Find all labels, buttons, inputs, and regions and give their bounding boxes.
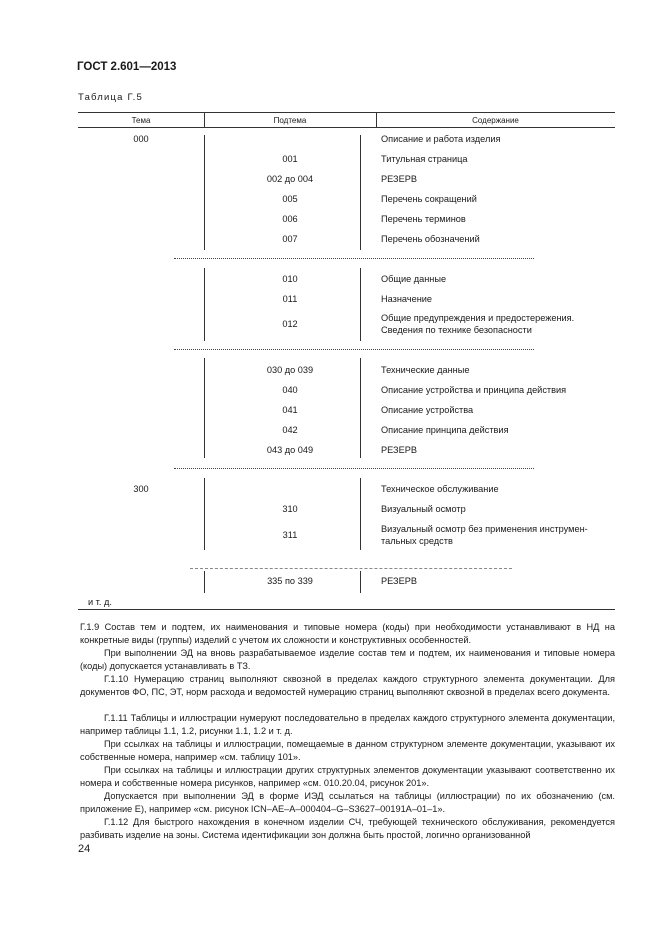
table-row-subtheme: 310 [282,504,298,514]
row-separator-dashes [190,568,512,569]
table-footer-note: и т. д. [88,597,112,607]
table-row-subtheme: 001 [282,154,298,164]
paragraph: Допускается при выполнении ЭД в форме ИЭД ссылаться на таблицы (иллюстрации) по их обозначению (см. приложение Е), например «см. рисунок ICN–AE–A–000404–G–S3627–00191A–01–1». [80,791,615,814]
table-caption: Таблица Г.5 [78,92,143,103]
table-row-content: РЕЗЕРВ [381,445,417,455]
table-row-content-line: тальных средств [381,536,453,546]
table-row-subtheme: 042 [282,425,298,435]
row-separator-dots [174,258,534,259]
paragraph: Г.1.9 Состав тем и подтем, их наименования и типовые номера (коды) при необходимости устанавливают в НД на конкретные виды (группы) изделий с учетом их сложности и конструктивных особенностей. [80,622,615,645]
table-row-content-line: Визуальный осмотр без применения инструмен- [381,524,588,534]
paragraph: Г.1.10 Нумерацию страниц выполняют сквозной в пределах каждого структурного элемента документации. Для документов ФО, ПС, ЭТ, норм расхода и ведомостей нумерацию страниц выполняют сквозной в пределах всего документа. [80,674,615,697]
paragraph: Г.1.11 Таблицы и иллюстрации нумеруют последовательно в пределах каждого структурного элемента документации, например таблицы 1.1, 1.2, рисунки 1.1, 1.2 и т. д. [80,713,615,736]
table-row-subtheme: 011 [282,294,298,304]
paragraph: При ссылках на таблицы и иллюстрации других структурных элементов документации указывают соответственно их номера и собственные номера рисунков, например «см. 010.20.04, рисунок 201». [80,765,615,788]
col-header-content: Содержание [472,116,519,125]
table-row-content: Перечень обозначений [381,234,480,244]
table-row-content: РЕЗЕРВ [381,576,417,586]
page-number: 24 [78,843,91,855]
table-row-subtheme: 043 до 049 [266,445,314,455]
table-row-subtheme: 010 [282,274,298,284]
table-row-content: Титульная страница [381,154,468,164]
col-header-theme: Тема [131,116,151,125]
table-row-content-line: Общие предупреждения и предостережения. [381,313,575,323]
table-row-subtheme: 030 до 039 [266,365,314,375]
table-row-subtheme: 007 [282,234,298,244]
table-row-subtheme: 335 по 339 [267,576,313,586]
table-row-content: Технические данные [381,365,470,375]
col-header-subtheme: Подтема [273,116,307,125]
header-rule [78,127,615,128]
table-row-content-line: Сведения по технике безопасности [381,325,532,335]
table-row-subtheme: 041 [282,405,298,415]
table-row-content: Описание принципа действия [381,425,509,435]
table-row-subtheme: 006 [282,214,298,224]
row-separator-dots [174,349,534,350]
table-row-subtheme: 040 [282,385,298,395]
table-row-content: Назначение [381,294,433,304]
table-row-content: Описание устройства и принципа действия [381,385,567,395]
table-row-theme: 000 [133,134,149,144]
table-row-content: Перечень терминов [381,214,466,224]
paragraph: При выполнении ЭД на вновь разрабатываемое изделие состав тем и подтем, их наименования и типовые номера (коды) допускается устанавливать в ТЗ. [80,648,615,671]
table-row-content: Техническое обслуживание [381,484,499,494]
table-row-content: Визуальный осмотр [381,504,466,514]
table-row-content: Описание и работа изделия [381,134,501,144]
table-row-content: Общие данные [381,274,447,284]
document-title: ГОСТ 2.601—2013 [77,61,177,73]
table-row-content: Перечень сокращений [381,194,477,204]
table-row-subtheme: 005 [282,194,298,204]
table-row-content: РЕЗЕРВ [381,174,417,184]
table-row-theme: 300 [133,484,149,494]
row-separator-dots [174,468,534,469]
table-row-subtheme: 012 [282,319,298,329]
table-row-content: Описание устройства [381,405,474,415]
paragraph: Г.1.12 Для быстрого нахождения в конечном изделии СЧ, требующей технического обслуживания, рекомендуется разбивать изделие на зоны. Система идентификации зон должна быть простой, логично организованной [80,817,615,840]
paragraph: При ссылках на таблицы и иллюстрации, помещаемые в данном структурном элементе документации, указывают их собственные номера, например «см. таблицу 101». [80,739,615,762]
table-row-subtheme: 002 до 004 [266,174,314,184]
table-row-subtheme: 311 [282,530,298,540]
data-table [78,112,615,610]
